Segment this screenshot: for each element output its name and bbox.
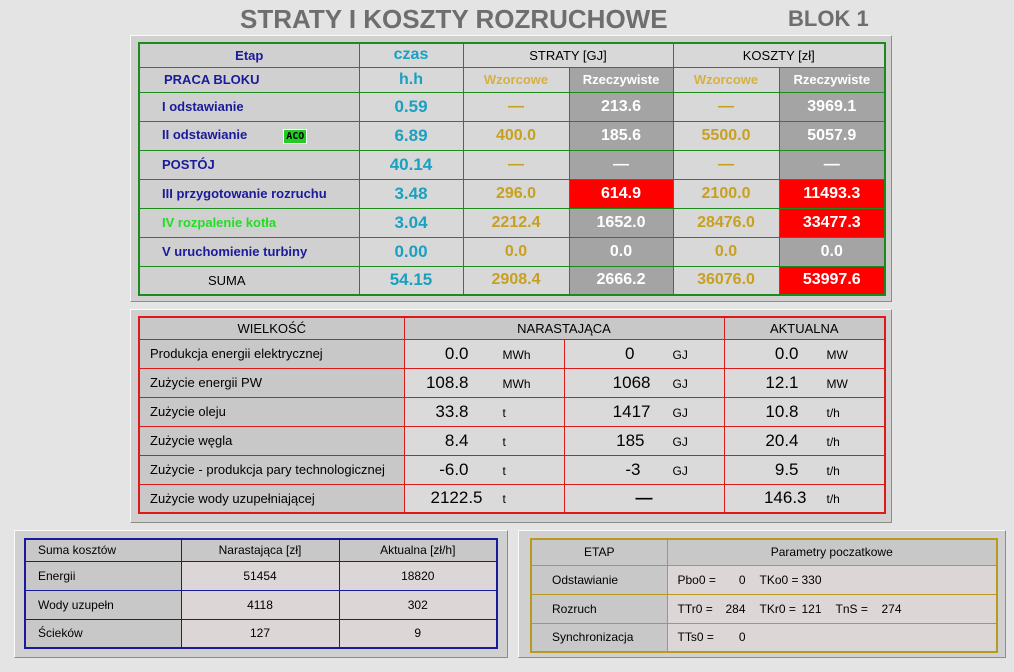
aktualna-value: 10.8 xyxy=(765,401,799,421)
narastajaca-value-cell xyxy=(404,484,564,513)
param-label: TTr0 = xyxy=(677,601,713,616)
suma-czas: 54.15 xyxy=(359,266,463,295)
cost-narastajaca: 4118 xyxy=(181,590,339,619)
aktualna-value-cell xyxy=(724,368,885,397)
cost-name: Wody uzupełn xyxy=(25,590,181,619)
block-label: BLOK 1 xyxy=(788,6,869,31)
aktualna-value-cell xyxy=(724,455,885,484)
koszty-wzorcowe: 5500.0 xyxy=(673,121,779,150)
straty-rzeczywiste-header: Rzeczywiste xyxy=(569,67,673,92)
narastajaca-unit: MWh xyxy=(502,347,531,362)
stage-czas: 0.59 xyxy=(359,92,463,121)
param-stage-name: Synchronizacja xyxy=(531,623,667,652)
col-narastajaca-header: NARASTAJĄCA xyxy=(404,317,724,339)
koszty-rzeczywiste: 5057.9 xyxy=(779,121,885,150)
narastajaca-value-cell xyxy=(404,426,564,455)
quantity-name: Zużycie energii PW xyxy=(139,368,404,397)
param-label: TnS = xyxy=(835,601,868,616)
param-stage-name: Rozruch xyxy=(531,594,667,623)
param-stage-name: Odstawianie xyxy=(531,565,667,594)
narastajaca-value: 108.8 xyxy=(425,372,469,392)
col-suma-kosztow-header: Suma kosztów xyxy=(25,539,181,561)
straty-rzeczywiste: 185.6 xyxy=(569,121,673,150)
straty-wzorcowe: 400.0 xyxy=(463,121,569,150)
koszty-wzorcowe: — xyxy=(673,150,779,179)
czas-unit-label: h.h xyxy=(359,67,463,92)
aktualna-value-cell xyxy=(724,397,885,426)
aktualna-value: 9.5 xyxy=(774,459,799,479)
straty-rzeczywiste: 213.6 xyxy=(569,92,673,121)
narastajaca-unit: t xyxy=(502,492,506,507)
koszty-rzeczywiste-alarm: 33477.3 xyxy=(779,208,885,237)
praca-bloku-label: PRACA BLOKU xyxy=(139,67,359,92)
quantity-name: Zużycie wody uzupełniającej xyxy=(139,484,404,513)
narastajaca-unit: MWh xyxy=(502,376,531,391)
narastajaca-value: 8.4 xyxy=(444,430,469,450)
aktualna-value: 0.0 xyxy=(774,343,799,363)
stage-czas: 3.48 xyxy=(359,179,463,208)
quantity-name: Produkcja energii elektrycznej xyxy=(139,339,404,368)
narastajaca-unit: t xyxy=(502,405,506,420)
narastajaca-gj-unit: GJ xyxy=(672,405,688,420)
straty-rzeczywiste: 1652.0 xyxy=(569,208,673,237)
param-values xyxy=(667,623,997,652)
quantities-table xyxy=(138,316,886,514)
stage-czas: 6.89 xyxy=(359,121,463,150)
aktualna-value-cell xyxy=(724,339,885,368)
aktualna-value: 146.3 xyxy=(763,488,807,508)
koszty-rzeczywiste: — xyxy=(779,150,885,179)
param-values xyxy=(667,565,997,594)
straty-rzeczywiste: 0.0 xyxy=(569,237,673,266)
straty-rzeczywiste-alarm: 614.9 xyxy=(569,179,673,208)
narastajaca-gj-cell xyxy=(564,455,724,484)
koszty-rzeczywiste: 0.0 xyxy=(779,237,885,266)
cost-name: Energii xyxy=(25,561,181,590)
stage-czas: 0.00 xyxy=(359,237,463,266)
cost-aktualna: 9 xyxy=(339,619,497,648)
narastajaca-gj-cell xyxy=(564,426,724,455)
koszty-rzeczywiste-header: Rzeczywiste xyxy=(779,67,885,92)
stage-czas: 3.04 xyxy=(359,208,463,237)
narastajaca-gj-value: — xyxy=(564,484,724,513)
straty-rzeczywiste: — xyxy=(569,150,673,179)
stage-label: I odstawianie xyxy=(139,92,359,121)
suma-koszty-wzorcowe: 36076.0 xyxy=(673,266,779,295)
narastajaca-gj-cell xyxy=(564,397,724,426)
cost-narastajaca: 127 xyxy=(181,619,339,648)
narastajaca-value-cell xyxy=(404,368,564,397)
koszty-wzorcowe-header: Wzorcowe xyxy=(673,67,779,92)
narastajaca-gj-cell xyxy=(564,339,724,368)
cost-aktualna: 302 xyxy=(339,590,497,619)
stage-label: II odstawianie xyxy=(162,127,248,143)
col-aktualna-header: AKTUALNA xyxy=(724,317,885,339)
straty-wzorcowe-header: Wzorcowe xyxy=(463,67,569,92)
koszty-rzeczywiste-alarm: 11493.3 xyxy=(779,179,885,208)
straty-wzorcowe: 296.0 xyxy=(463,179,569,208)
narastajaca-value: -6.0 xyxy=(439,459,469,479)
stage-label-cell xyxy=(139,121,359,150)
koszty-wzorcowe: 0.0 xyxy=(673,237,779,266)
param-label: TTs0 = xyxy=(677,630,714,645)
param-value: 274 xyxy=(881,601,902,616)
param-value: 0 xyxy=(738,572,746,587)
narastajaca-value: 0.0 xyxy=(444,343,469,363)
param-values xyxy=(667,594,997,623)
suma-straty-wzorcowe: 2908.4 xyxy=(463,266,569,295)
col-koszty-header: KOSZTY [zł] xyxy=(673,43,885,67)
narastajaca-gj-unit: GJ xyxy=(672,376,688,391)
narastajaca-gj-unit: GJ xyxy=(672,434,688,449)
koszty-rzeczywiste: 3969.1 xyxy=(779,92,885,121)
quantity-name: Zużycie - produkcja pary technologicznej xyxy=(139,455,404,484)
quantity-name: Zużycie oleju xyxy=(139,397,404,426)
col-straty-header: STRATY [GJ] xyxy=(463,43,673,67)
suma-koszty-rzeczywiste-alarm: 53997.6 xyxy=(779,266,885,295)
costs-table xyxy=(24,538,498,649)
param-value: 330 xyxy=(801,572,822,587)
aktualna-value: 12.1 xyxy=(765,372,799,392)
narastajaca-value: 2122.5 xyxy=(430,488,483,508)
straty-wzorcowe: 0.0 xyxy=(463,237,569,266)
narastajaca-unit: t xyxy=(502,463,506,478)
stage-label: V uruchomienie turbiny xyxy=(139,237,359,266)
aktualna-unit: t/h xyxy=(826,405,840,420)
stage-label-active: IV rozpalenie kotła xyxy=(139,208,359,237)
col-narastajaca-header: Narastająca [zł] xyxy=(181,539,339,561)
cost-name: Ścieków xyxy=(25,619,181,648)
aktualna-unit: t/h xyxy=(826,492,840,507)
col-etap-header: Etap xyxy=(139,43,359,67)
narastajaca-gj-cell xyxy=(564,368,724,397)
param-value: 121 xyxy=(801,601,822,616)
narastajaca-gj-value: 185 xyxy=(616,430,645,450)
aktualna-unit: MW xyxy=(826,376,848,391)
stage-label: III przygotowanie rozruchu xyxy=(139,179,359,208)
aktualna-unit: t/h xyxy=(826,434,840,449)
narastajaca-gj-value: 1068 xyxy=(612,372,651,392)
narastajaca-value-cell xyxy=(404,339,564,368)
aco-badge[interactable]: ACO xyxy=(283,129,307,144)
aktualna-value: 20.4 xyxy=(765,430,799,450)
cost-narastajaca: 51454 xyxy=(181,561,339,590)
param-value: 284 xyxy=(725,601,746,616)
col-params-header: Parametry poczatkowe xyxy=(667,539,997,565)
straty-wzorcowe: — xyxy=(463,150,569,179)
koszty-wzorcowe: 28476.0 xyxy=(673,208,779,237)
params-table xyxy=(530,538,998,653)
stages-table xyxy=(138,42,886,296)
koszty-wzorcowe: 2100.0 xyxy=(673,179,779,208)
narastajaca-value-cell xyxy=(404,455,564,484)
narastajaca-unit: t xyxy=(502,434,506,449)
narastajaca-value-cell xyxy=(404,397,564,426)
quantity-name: Zużycie węgla xyxy=(139,426,404,455)
param-value: 0 xyxy=(738,630,746,645)
suma-label: SUMA xyxy=(139,266,359,295)
col-aktualna-header: Aktualna [zł/h] xyxy=(339,539,497,561)
aktualna-value-cell xyxy=(724,484,885,513)
col-czas-header: czas xyxy=(359,43,463,67)
narastajaca-value: 33.8 xyxy=(435,401,469,421)
param-label: Pbo0 = xyxy=(677,572,716,587)
stage-czas: 40.14 xyxy=(359,150,463,179)
param-label: TKo0 = xyxy=(759,572,799,587)
narastajaca-gj-value: 1417 xyxy=(612,401,651,421)
suma-straty-rzeczywiste: 2666.2 xyxy=(569,266,673,295)
col-wielkosc-header: WIELKOŚĆ xyxy=(139,317,404,339)
aktualna-unit: t/h xyxy=(826,463,840,478)
page-title: STRATY I KOSZTY ROZRUCHOWE xyxy=(240,4,668,34)
stage-label: POSTÓJ xyxy=(139,150,359,179)
narastajaca-gj-unit: GJ xyxy=(672,463,688,478)
narastajaca-gj-value: 0 xyxy=(625,343,635,363)
narastajaca-gj-value: -3 xyxy=(625,459,641,479)
koszty-wzorcowe: — xyxy=(673,92,779,121)
aktualna-value-cell xyxy=(724,426,885,455)
cost-aktualna: 18820 xyxy=(339,561,497,590)
straty-wzorcowe: — xyxy=(463,92,569,121)
param-label: TKr0 = xyxy=(759,601,796,616)
narastajaca-gj-unit: GJ xyxy=(672,347,688,362)
col-etap-header: ETAP xyxy=(531,539,667,565)
straty-wzorcowe: 2212.4 xyxy=(463,208,569,237)
aktualna-unit: MW xyxy=(826,347,848,362)
